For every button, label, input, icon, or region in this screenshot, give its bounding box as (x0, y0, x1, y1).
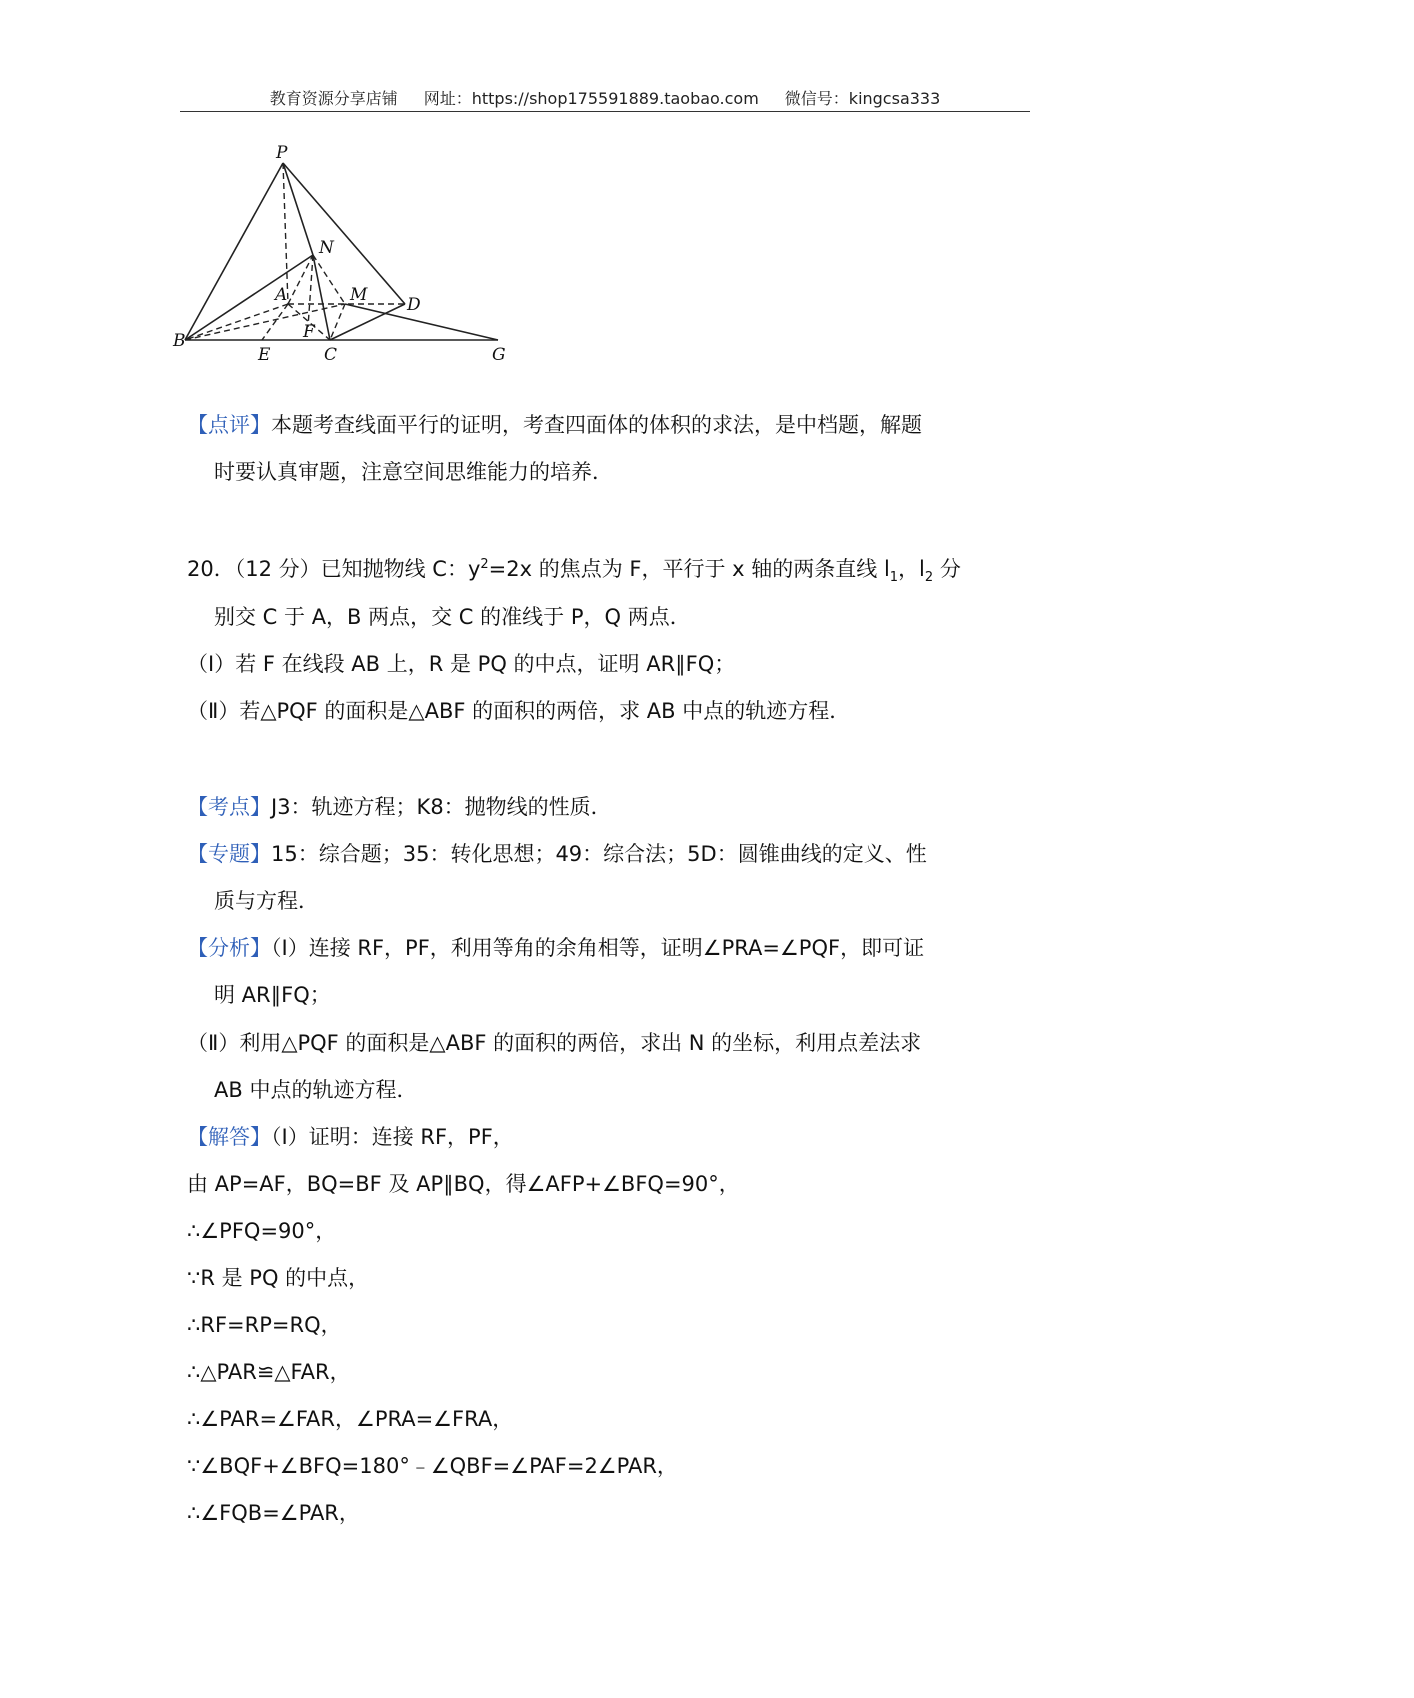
problem-text-a: 20．（12 分）已知抛物线 C：y (187, 557, 481, 581)
zhuanti-line-2: 质与方程． (214, 889, 319, 913)
fenxi-line-3: （Ⅱ）利用△PQF 的面积是△ABF 的面积的两倍，求出 N 的坐标，利用点差法求 (187, 1031, 922, 1055)
review-line (0, 411, 1387, 439)
header-wechat: 微信号：kingcsa333 (784, 89, 941, 108)
jieda-tag: 【解答】 (187, 1125, 271, 1149)
solution-step: ∵∠BQF+∠BFQ=180°﹣∠QBF=∠PAF=2∠PAR， (187, 1454, 678, 1478)
edge-pb (185, 163, 283, 340)
zhuanti-text-1: 15：综合题；35：转化思想；49：综合法；5D：圆锥曲线的定义、性 (271, 842, 927, 866)
label-f: F (303, 322, 315, 342)
header-url: 网址：https://shop175591889.taobao.com (423, 89, 759, 108)
label-d: D (407, 295, 421, 315)
review-text-1: 本题考查线面平行的证明，考查四面体的体积的求法，是中档题，解题 (271, 413, 922, 437)
review-tag: 【点评】 (187, 413, 271, 437)
label-g: G (492, 345, 506, 365)
problem-line-2: 别交 C 于 A，B 两点，交 C 的准线于 P，Q 两点． (214, 605, 691, 629)
kaodian-tag: 【考点】 (187, 795, 271, 819)
problem-text-d: 分 (933, 557, 961, 581)
solution-step: ∴△PAR≌△FAR， (187, 1360, 351, 1384)
edge-bn (185, 255, 313, 340)
edge-pd (283, 163, 405, 304)
solution-step: ∴RF=RP=RQ， (187, 1313, 342, 1337)
edge-ab (185, 304, 288, 340)
page-header (180, 86, 1030, 109)
edge-bm (185, 304, 345, 340)
solution-step: ∴∠PFQ=90°， (187, 1219, 337, 1243)
fenxi-text-1: （Ⅰ）连接 RF，PF，利用等角的余角相等，证明∠PRA=∠PQF，即可证 (271, 936, 925, 960)
solution-step: ∴∠FQB=∠PAR， (187, 1501, 360, 1525)
subscript-2: 2 (924, 570, 934, 586)
label-n: N (319, 238, 334, 258)
fenxi-line-4: AB 中点的轨迹方程． (214, 1078, 418, 1102)
zhuanti-line (0, 840, 1387, 868)
solution-step: ∴∠PAR=∠FAR，∠PRA=∠FRA， (187, 1407, 514, 1431)
problem-text-b: =2x 的焦点为 F，平行于 x 轴的两条直线 l (488, 557, 890, 581)
solution-step: 由 AP=AF，BQ=BF 及 AP∥BQ，得∠AFP+∠BFQ=90°， (187, 1172, 740, 1196)
jieda-line (0, 1123, 1387, 1151)
superscript-2: 2 (480, 557, 489, 572)
edge-pa (283, 163, 288, 304)
label-c: C (324, 345, 338, 365)
header-rule (180, 111, 1030, 112)
fenxi-line-2: 明 AR∥FQ； (214, 983, 331, 1007)
label-b: B (173, 331, 186, 351)
edge-nf (308, 255, 313, 327)
geometry-figure (173, 143, 560, 400)
solution-step: ∵R 是 PQ 的中点， (187, 1266, 370, 1290)
problem-text-c: ，l (898, 557, 925, 581)
problem-part-1: （Ⅰ）若 F 在线段 AB 上，R 是 PQ 的中点，证明 AR∥FQ； (187, 652, 736, 676)
kaodian-text: J3：轨迹方程；K8：抛物线的性质． (271, 795, 612, 819)
kaodian-line (0, 793, 1387, 821)
jieda-text-1: （Ⅰ）证明：连接 RF，PF， (271, 1125, 514, 1149)
label-m: M (350, 285, 368, 305)
zhuanti-tag: 【专题】 (187, 842, 271, 866)
edge-pc (283, 163, 313, 255)
label-a: A (275, 285, 288, 305)
label-p: P (276, 143, 288, 163)
subscript-1: 1 (889, 570, 899, 586)
header-shop: 教育资源分享店铺 (269, 89, 398, 108)
review-line-2: 时要认真审题，注意空间思维能力的培养． (214, 460, 613, 484)
problem-part-2: （Ⅱ）若△PQF 的面积是△ABF 的面积的两倍，求 AB 中点的轨迹方程． (187, 699, 851, 723)
fenxi-line (0, 934, 1387, 962)
fenxi-tag: 【分析】 (187, 936, 271, 960)
problem-line-1 (0, 555, 1387, 586)
label-e: E (258, 345, 271, 365)
